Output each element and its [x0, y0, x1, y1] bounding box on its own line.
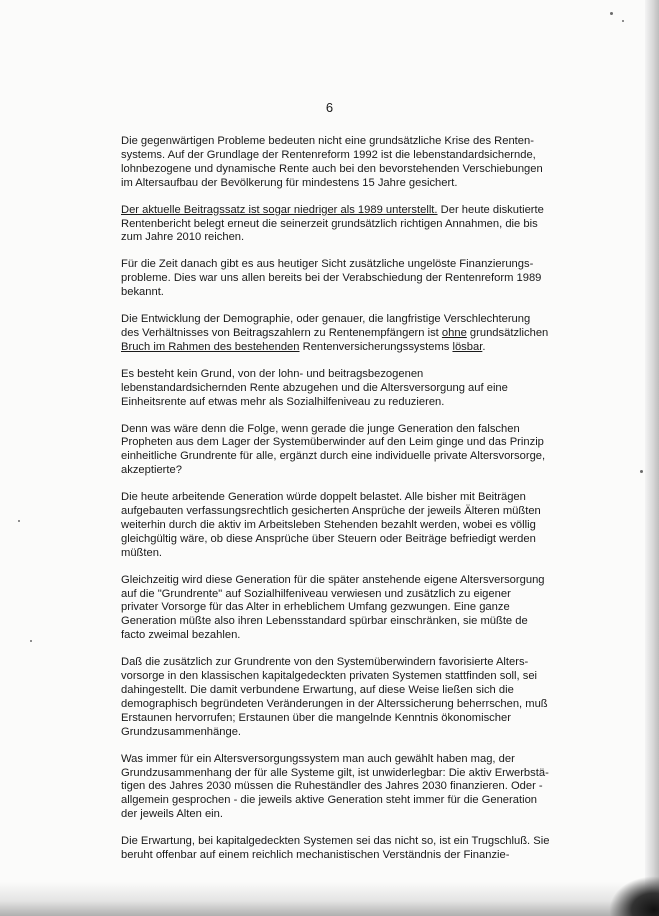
paragraph: Gleichzeitig wird diese Generation für die später anstehende eigene Altersversorgung auf die "Grundrente" auf Sozialhilfeniveau verwiesen und zusätzlich zu eigener privater Vorsorge für das Alter in erheblichem Umfang gezwungen. Eine ganze Generation müßte also ihren Lebensstandard spürbar einschränken, sie müßte de facto zweimal bezahlen. — [121, 573, 545, 642]
paragraph: Die Erwartung, bei kapitalgedeckten Systemen sei das nicht so, ist ein Trugschluß. Sie beruht offenbar auf einem reichlich mechanistischen Verständnis der Finanzie- — [121, 835, 550, 862]
underlined-text: lösbar — [452, 340, 483, 353]
paragraph — [121, 313, 551, 355]
scan-shadow-bottom — [0, 882, 659, 916]
scan-speck — [622, 20, 624, 22]
paragraph-text: Der heute diskutierte Rentenbericht belegt erneut die seinerzeit grundsätzlich richtigen Annahmen, die bis zum Jahre 2010 reichen. — [121, 203, 544, 244]
scan-shadow-right — [645, 0, 659, 916]
underlined-text: Bruch im Rahmen des bestehenden — [121, 340, 300, 353]
paragraph-text: grundsätzlichen — [466, 326, 549, 339]
scan-speck — [30, 640, 32, 642]
paragraph: Die heute arbeitende Generation würde doppelt belastet. Alle bisher mit Beiträgen aufgebauten verfassungsrechtlich gesicherten Ansprüche der jeweils Älteren müßten weiterhin durch die aktiv im Arbeitsleben Stehenden bezahlt werden, wobei es völlig gleichgültig wäre, ob diese Ansprüche über Steuern oder Beiträge befriedigt werden müßten. — [121, 491, 541, 559]
page-number: 6 — [325, 100, 334, 115]
paragraph — [121, 204, 551, 246]
paragraph-text: Die Entwicklung der Demographie, oder genauer, die langfristige Verschlechterung des Verhältnisses von Beitragszahlern zu Rentenempfängern ist — [121, 313, 531, 339]
document-body — [121, 135, 551, 876]
paragraph: Es besteht kein Grund, von der lohn- und beitragsbezogenen lebenstandardsichernden Rente abzugehen und die Altersversorgung auf eine Einheitsrente auf etwas mehr als Sozialhilfeniveau zu reduzieren. — [121, 367, 508, 408]
scan-speck — [640, 470, 643, 473]
paragraph: Denn was wäre denn die Folge, wenn gerade die junge Generation den falschen Propheten aus dem Lager der Systemüberwinder auf den Leim ginge und das Prinzip einheitliche Grundrente für alle, ergänzt durch eine individuelle private Altersvorsorge, akzeptierte? — [121, 422, 546, 477]
paragraph: Die gegenwärtigen Probleme bedeuten nicht eine grundsätzliche Krise des Renten-systems. Auf der Grundlage der Rentenreform 1992 ist die lebenstandardsichernde, lohnbezogene und dynamische Rente auch bei den bevorstehenden Verschiebungen im Altersaufbau der Bevölkerung für mindestens 15 Jahre gesichert. — [121, 135, 543, 189]
paragraph: Daß die zusätzlich zur Grundrente von den Systemüberwindern favorisierte Alters-vorsorge in den klassischen kapitalgedeckten privaten Systemen stattfinden soll, sei dahingestellt. Die damit verbundene Erwartung, auf diese Weise ließen sich die demographisch begründeten Veränderungen in der Alterssicherung beherrschen, muß Erstaunen hervorrufen; Erstaunen über die mangelnde Kenntnis ökonomischer Grundzusammenhänge. — [121, 656, 548, 738]
paragraph: Was immer für ein Altersversorgungssystem man auch gewählt haben mag, der Grundzusammenhang der für alle Systeme gilt, ist unwiderlegbar: Die aktiv Erwerbstä-tigen des Jahres 2030 müssen die Ruheständler des Jahres 2030 finanzieren. Oder - allgemein gesprochen - die jeweils aktive Generation steht immer für die Generation der jeweils Alten ein. — [121, 752, 549, 821]
underlined-text: ohne — [441, 326, 467, 339]
scan-speck — [18, 520, 20, 522]
underlined-text: Der aktuelle Beitragssatz ist sogar niedriger als 1989 unterstellt. — [121, 203, 438, 216]
paragraph-text: Rentenversicherungssystems — [299, 340, 453, 353]
scan-corner-shadow — [609, 876, 659, 916]
paragraph-text: . — [482, 340, 486, 353]
scan-speck — [610, 12, 613, 15]
paragraph: Für die Zeit danach gibt es aus heutiger Sicht zusätzliche ungelöste Finanzierungs-probleme. Dies war uns allen bereits bei der Verabschiedung der Rentenreform 1989 bekannt. — [121, 258, 542, 299]
